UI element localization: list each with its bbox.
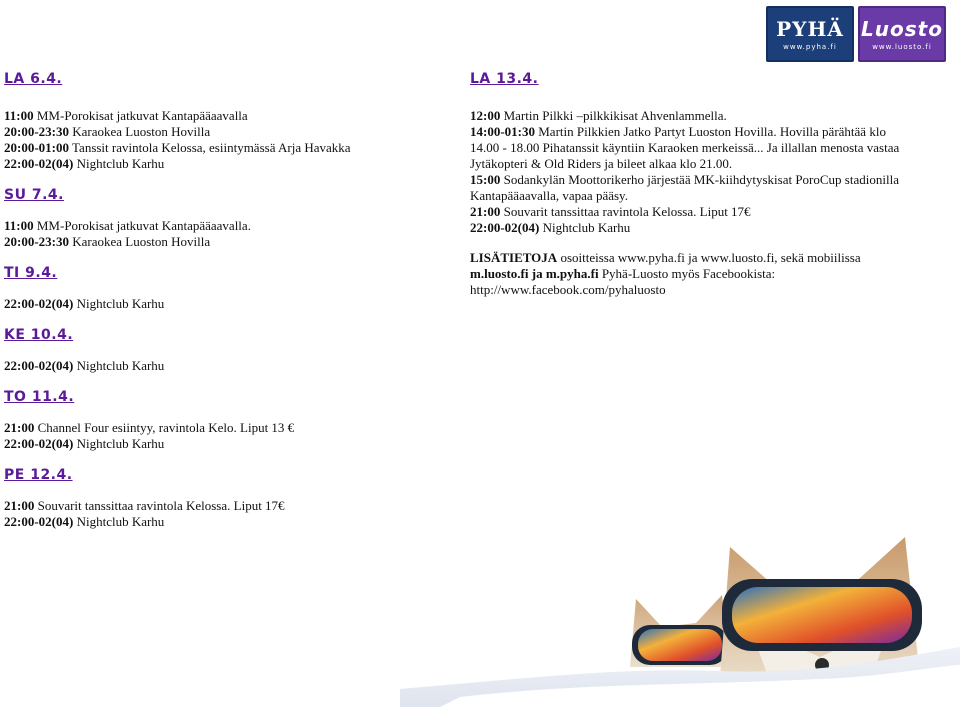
event-text: Souvarit tanssittaa ravintola Kelossa. Liput 17€ [34, 498, 285, 513]
event-item [4, 358, 434, 374]
event-list [4, 108, 434, 172]
event-time: 20:00-01:00 [4, 140, 69, 155]
event-text: MM-Porokisat jatkuvat Kantapääaavalla [33, 108, 248, 123]
day-heading: PE 12.4. [4, 467, 73, 483]
event-item [4, 124, 434, 140]
pyha-logo-name: PYHÄ [776, 17, 844, 41]
event-item [470, 172, 910, 204]
event-time: 22:00-02(04) [4, 514, 74, 529]
event-item [470, 124, 910, 172]
event-text: Nightclub Karhu [73, 358, 165, 373]
event-text: Martin Pilkki –pilkkikisat Ahvenlammella. [500, 108, 727, 123]
event-time: 22:00-02(04) [4, 296, 74, 311]
info-text: osoitteissa www.pyha.fi ja www.luosto.fi, sekä mobiilissa [557, 250, 861, 265]
event-time: 15:00 [470, 172, 501, 187]
event-time: 11:00 [4, 108, 34, 123]
right-column [470, 70, 910, 311]
event-time: 22:00-02(04) [470, 220, 540, 235]
event-item [4, 420, 434, 436]
event-item [4, 436, 434, 452]
info-text: Pyhä-Luosto myös Facebookista: http://www.facebook.com/pyhaluosto [470, 266, 776, 297]
event-list [4, 420, 434, 452]
day-heading: LA 13.4. [470, 71, 539, 87]
event-time: 21:00 [4, 498, 35, 513]
info-label: LISÄTIETOJA [470, 250, 558, 265]
event-text: Nightclub Karhu [73, 436, 165, 451]
event-time: 14:00-01:30 [470, 124, 535, 139]
event-time: 21:00 [4, 420, 35, 435]
event-item [4, 234, 434, 250]
event-time: 22:00-02(04) [4, 358, 74, 373]
event-item [470, 108, 910, 124]
event-item [4, 156, 434, 172]
day-heading: LA 6.4. [4, 71, 63, 87]
event-time: 22:00-02(04) [4, 156, 74, 171]
day-block [4, 70, 434, 172]
foxes-with-ski-goggles-icon [400, 507, 960, 707]
event-list [4, 218, 434, 250]
day-block [4, 326, 434, 374]
event-text: Sodankylän Moottorikerho järjestää MK-kiihdytyskisat PoroCup stadionilla Kantapääaavalla, vapaa pääsy. [470, 172, 899, 203]
event-time: 22:00-02(04) [4, 436, 74, 451]
event-item [4, 108, 434, 124]
event-item [4, 296, 434, 312]
event-item [470, 220, 910, 236]
event-list [470, 108, 910, 236]
luosto-logo [858, 6, 946, 62]
event-item [4, 140, 434, 156]
pyha-logo-url: www.pyha.fi [783, 43, 837, 51]
event-time: 12:00 [470, 108, 501, 123]
logo-group [766, 6, 946, 62]
day-block [4, 264, 434, 312]
event-time: 20:00-23:30 [4, 234, 69, 249]
event-text: Channel Four esiintyy, ravintola Kelo. Liput 13 € [34, 420, 295, 435]
event-list [4, 358, 434, 374]
event-time: 20:00-23:30 [4, 124, 69, 139]
mobile-sites: m.luosto.fi ja m.pyha.fi [470, 266, 599, 281]
event-text: Nightclub Karhu [73, 156, 165, 171]
event-time: 21:00 [470, 204, 501, 219]
event-text: Nightclub Karhu [73, 296, 165, 311]
event-text: MM-Porokisat jatkuvat Kantapääaavalla. [33, 218, 251, 233]
event-list [4, 498, 434, 530]
left-column [4, 70, 434, 544]
day-block [4, 466, 434, 530]
event-list [4, 296, 434, 312]
event-text: Tanssit ravintola Kelossa, esiintymässä Arja Havakka [69, 140, 351, 155]
luosto-logo-name: Luosto [861, 17, 943, 41]
event-text: Souvarit tanssittaa ravintola Kelossa. Liput 17€ [500, 204, 751, 219]
pyha-logo [766, 6, 854, 62]
day-block [470, 70, 910, 236]
event-text: Nightclub Karhu [539, 220, 631, 235]
day-heading: TI 9.4. [4, 265, 58, 281]
luosto-logo-url: www.luosto.fi [872, 43, 932, 51]
event-item [4, 498, 434, 514]
event-time: 11:00 [4, 218, 34, 233]
info-paragraph [470, 250, 910, 298]
event-text: Karaokea Luoston Hovilla [69, 124, 211, 139]
day-block [4, 186, 434, 250]
day-heading: TO 11.4. [4, 389, 75, 405]
event-item [470, 204, 910, 220]
event-text: Nightclub Karhu [73, 514, 165, 529]
day-heading: KE 10.4. [4, 327, 74, 343]
day-heading: SU 7.4. [4, 187, 64, 203]
event-text: Karaokea Luoston Hovilla [69, 234, 211, 249]
event-item [4, 514, 434, 530]
event-text: Martin Pilkkien Jatko Partyt Luoston Hovilla. Hovilla pärähtää klo 14.00 - 18.00 Pihatanssit käyntiin Karaoken merkeissä... Ja illallan menosta vastaa Jytäkopteri & Old Riders ja bileet alkaa klo 21.00. [470, 124, 900, 171]
event-item [4, 218, 434, 234]
day-block [4, 388, 434, 452]
